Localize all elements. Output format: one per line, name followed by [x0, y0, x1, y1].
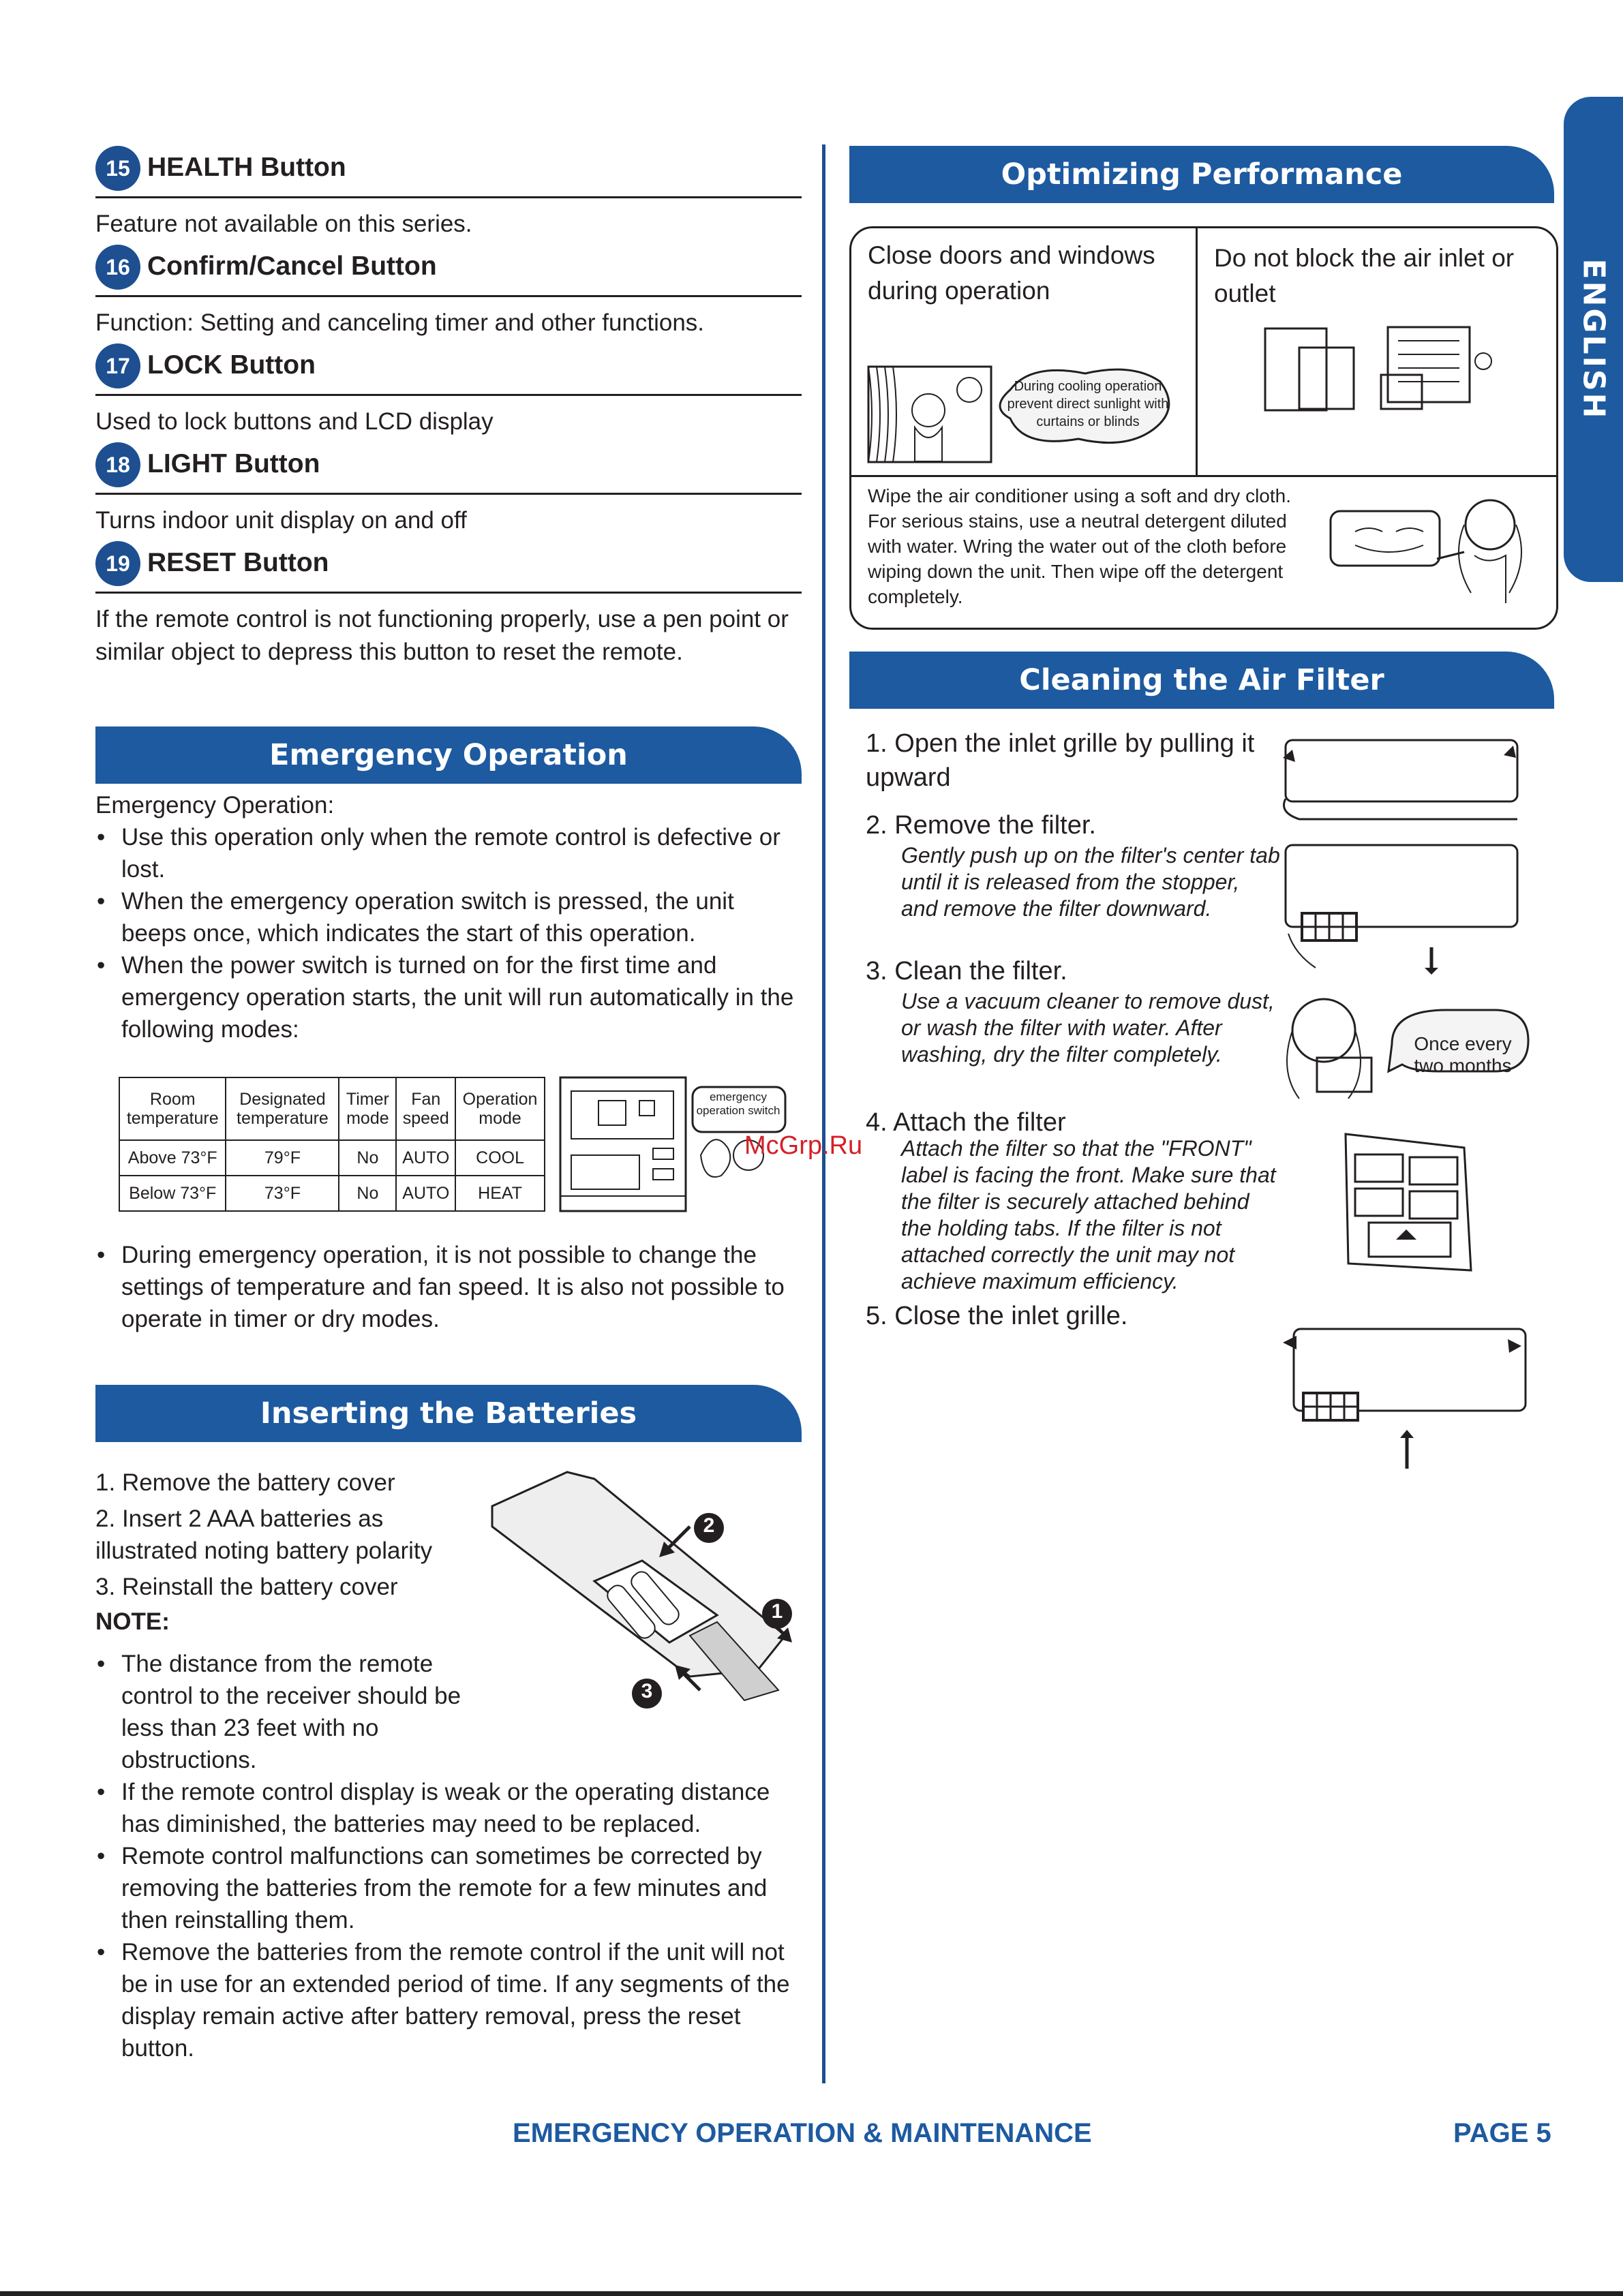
open-grille-illustration: [1279, 731, 1538, 826]
step-detail: Use a vacuum cleaner to remove dust, or wash the filter with water. After washing, dry the filter completely.: [901, 989, 1275, 1067]
step-text: Attach the filter: [893, 1108, 1066, 1137]
table-row: [119, 1140, 545, 1176]
footer-page-number: PAGE 5: [1453, 2118, 1551, 2148]
button-item-18: [95, 440, 802, 537]
step-number: 1.: [95, 1469, 116, 1496]
list-item: • During emergency operation, it is not possible to change the settings of temperature and fan speed. It is also not possible to operate in timer or dry modes.: [95, 1239, 798, 1335]
button-item-16: [95, 242, 802, 339]
step-text: Open the inlet grille by pulling it upward: [866, 729, 1255, 792]
close-grille-illustration: [1269, 1322, 1542, 1472]
item-description: Turns indoor unit display on and off: [95, 507, 467, 534]
step-number: 3.: [95, 1574, 116, 1600]
table-cell: AUTO: [396, 1176, 455, 1211]
step-text: Clean the filter.: [894, 957, 1067, 985]
battery-steps: [95, 1467, 491, 1638]
language-tab-label: ENGLISH: [1576, 258, 1611, 420]
step-number: 2.: [866, 811, 888, 840]
item-description: Used to lock buttons and LCD display: [95, 408, 494, 435]
emergency-note: [95, 1239, 798, 1335]
note-label: NOTE:: [95, 1608, 170, 1635]
step-text: Remove the battery cover: [121, 1469, 395, 1496]
list-item: • If the remote control display is weak or the operating distance has diminished, the batteries may need to be replaced.: [95, 1776, 802, 1840]
list-item: • The distance from the remote control to the receiver should be less than 23 feet with no obstructions.: [95, 1648, 503, 1776]
language-tab: [1564, 97, 1623, 582]
filter-step-2: [866, 808, 1281, 922]
list-item: • When the power switch is turned on for the first time and emergency operation starts, the unit will run automatically in the following modes:: [95, 949, 798, 1045]
table-cell: Below 73°F: [119, 1176, 226, 1211]
filter-step-4: [866, 1105, 1281, 1295]
emergency-intro: Emergency Operation:: [95, 792, 335, 818]
remove-filter-illustration: [1261, 838, 1534, 975]
table-cell: HEAT: [455, 1176, 545, 1211]
list-item: • Remove the batteries from the remote control if the unit will not be in use for an extended period of time. If any segments of the display remain active after battery removal, press the reset button.: [95, 1936, 802, 2064]
cleaning-frequency-bubble: Once every two months: [1414, 1033, 1512, 1076]
column-divider: [822, 144, 825, 2083]
filter-step-3: [866, 954, 1281, 1068]
step-number: 2.: [95, 1505, 116, 1532]
step-number: 5.: [866, 1302, 888, 1330]
battery-step: [95, 1467, 491, 1499]
item-title: LOCK Button: [147, 350, 316, 380]
item-description: Function: Setting and canceling timer and other functions.: [95, 309, 705, 336]
table-cell: AUTO: [396, 1140, 455, 1176]
table-header-cell: Room temperature: [119, 1077, 226, 1140]
tip-inlet-outlet: Do not block the air inlet or outlet: [1214, 244, 1515, 307]
table-cell: 79°F: [226, 1140, 339, 1176]
table-header-cell: Timer mode: [339, 1077, 396, 1140]
battery-step: [95, 1503, 491, 1567]
tip-wipe: Wipe the air conditioner using a soft and dry cloth. For serious stains, use a neutral detergent diluted with water. Wring the water out of the cloth before wiping down the unit. Then wipe off the detergent completely.: [868, 485, 1292, 607]
table-header-cell: Operation mode: [455, 1077, 545, 1140]
callout-number-2: 2: [703, 1514, 715, 1537]
step-text: Close the inlet grille.: [894, 1302, 1128, 1330]
footer-section-title: EMERGENCY OPERATION & MAINTENANCE: [513, 2118, 1092, 2148]
table-cell: No: [339, 1140, 396, 1176]
filter-heading: Cleaning the Air Filter: [849, 652, 1554, 709]
button-item-17: [95, 341, 802, 438]
watermark: McGrp.Ru: [744, 1131, 863, 1160]
table-header-cell: Fan speed: [396, 1077, 455, 1140]
table-header-row: [119, 1077, 545, 1140]
emergency-heading: Emergency Operation: [95, 726, 802, 784]
switch-callout-label: emergency operation switch: [696, 1090, 780, 1117]
step-text: Remove the filter.: [894, 811, 1096, 840]
item-number-badge: 17: [95, 343, 140, 388]
item-title: HEALTH Button: [147, 153, 346, 182]
blocked-unit-illustration: [1252, 320, 1511, 416]
table-header-cell: Designated temperature: [226, 1077, 339, 1140]
battery-notes: [95, 1648, 802, 2064]
list-item: • Use this operation only when the remote control is defective or lost.: [95, 821, 798, 885]
callout-number-3: 3: [641, 1680, 653, 1702]
emergency-body: [95, 789, 798, 1045]
step-detail: Attach the filter so that the "FRONT" label is facing the front. Make sure that the filter is securely attached behind the holding tabs. If the filter is not attached correctly the unit may not achieve maximum efficiency.: [901, 1136, 1276, 1294]
step-text: Insert 2 AAA batteries as illustrated noting battery polarity: [95, 1505, 433, 1564]
tip-close-doors: Close doors and windows during operation: [868, 241, 1155, 305]
list-item: • When the emergency operation switch is pressed, the unit beeps once, which indicates the start of this operation.: [95, 885, 798, 949]
item-title: Confirm/Cancel Button: [147, 251, 437, 281]
batteries-heading: Inserting the Batteries: [95, 1385, 802, 1442]
bottom-rule: [0, 2291, 1623, 2296]
filter-step-1: [866, 726, 1281, 795]
sunlight-bubble: During cooling operation prevent direct sunlight with curtains or blinds: [1007, 379, 1169, 429]
filter-step-5: [866, 1299, 1281, 1333]
item-number-badge: 15: [95, 146, 140, 191]
table-cell: Above 73°F: [119, 1140, 226, 1176]
table-cell: COOL: [455, 1140, 545, 1176]
button-item-19: [95, 538, 802, 669]
item-number-badge: 16: [95, 245, 140, 290]
table-cell: No: [339, 1176, 396, 1211]
step-number: 3.: [866, 957, 888, 985]
panel-divider: [1196, 228, 1198, 475]
wiping-illustration: [1328, 491, 1546, 607]
step-detail: Gently push up on the filter's center tab until it is released from the stopper, and remove the filter downward.: [901, 843, 1280, 921]
callout-number-1: 1: [771, 1600, 783, 1623]
table-row: [119, 1176, 545, 1211]
item-title: LIGHT Button: [147, 449, 320, 478]
item-number-badge: 19: [95, 541, 140, 586]
emergency-modes-table: [119, 1077, 545, 1212]
optimizing-heading: Optimizing Performance: [849, 146, 1554, 203]
button-item-15: [95, 143, 802, 241]
step-text: Reinstall the battery cover: [121, 1574, 398, 1600]
item-description: If the remote control is not functioning properly, use a pen point or similar object to depress this button to reset the remote.: [95, 606, 789, 665]
attach-filter-illustration: [1341, 1127, 1478, 1277]
panel-divider: [851, 475, 1556, 477]
item-number-badge: 18: [95, 442, 140, 487]
step-number: 1.: [866, 729, 888, 758]
item-title: RESET Button: [147, 548, 329, 577]
table-cell: 73°F: [226, 1176, 339, 1211]
list-item: • Remote control malfunctions can sometimes be corrected by removing the batteries from the remote for a few minutes and then reinstalling them.: [95, 1840, 802, 1936]
battery-step: [95, 1571, 491, 1603]
item-description: Feature not available on this series.: [95, 211, 472, 237]
step-number: 4.: [866, 1108, 888, 1137]
